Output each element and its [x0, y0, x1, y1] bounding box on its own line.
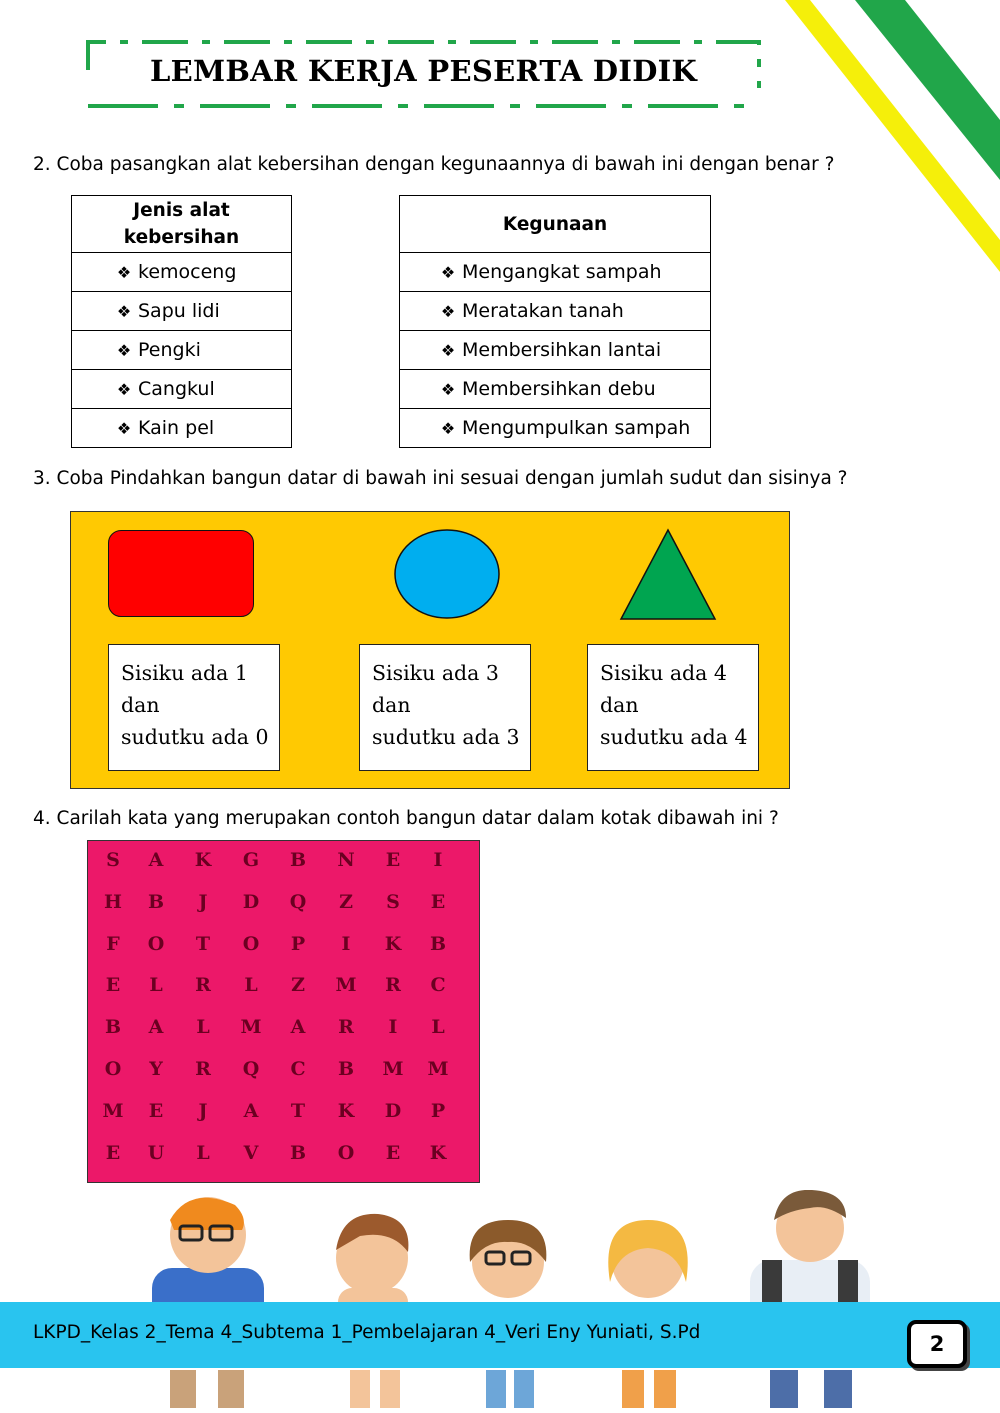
cleaning-tools-table	[71, 195, 292, 448]
grid-letter[interactable]: C	[430, 974, 446, 997]
grid-letter[interactable]: S	[386, 890, 400, 913]
grid-letter[interactable]: K	[384, 932, 402, 955]
grid-letter[interactable]: T	[290, 1099, 306, 1122]
grid-letter[interactable]: Y	[149, 1058, 163, 1080]
grid-letter[interactable]: E	[105, 1141, 121, 1164]
grid-letter[interactable]: U	[147, 1141, 165, 1164]
grid-row	[88, 974, 478, 1004]
grid-letter[interactable]: M	[240, 1016, 262, 1039]
grid-letter[interactable]: F	[106, 932, 120, 955]
grid-letter[interactable]: D	[384, 1099, 402, 1122]
tool-label: kemoceng	[138, 261, 237, 283]
word-search-grid	[87, 840, 480, 1183]
card-line: Sisiku ada 3	[372, 661, 499, 685]
usage-label: Membersihkan lantai	[462, 339, 662, 361]
bullet-icon: ❖	[440, 419, 456, 438]
grid-letter[interactable]: S	[106, 849, 120, 871]
grid-letter[interactable]: J	[198, 1099, 208, 1122]
tool-item[interactable]	[72, 331, 292, 370]
card-line: dan	[600, 693, 639, 717]
usage-item[interactable]	[400, 331, 711, 370]
grid-letter[interactable]: M	[102, 1099, 124, 1122]
page-number-badge: 2	[907, 1320, 967, 1368]
grid-letter[interactable]: O	[104, 1058, 122, 1080]
grid-letter[interactable]: Q	[242, 1058, 260, 1080]
child-figure	[750, 1190, 870, 1408]
shape-card-1[interactable]	[108, 644, 280, 771]
grid-letter[interactable]: Z	[291, 974, 305, 997]
grid-letter[interactable]: R	[338, 1016, 354, 1039]
grid-letter[interactable]: N	[337, 849, 355, 871]
bullet-icon: ❖	[116, 302, 132, 321]
grid-letter[interactable]: K	[337, 1099, 355, 1122]
grid-letter[interactable]: B	[147, 890, 165, 913]
grid-letter[interactable]: T	[195, 932, 211, 955]
usage-table-header: Kegunaan	[400, 196, 711, 253]
question-2-text: 2. Coba pasangkan alat kebersihan dengan kegunaannya di bawah ini dengan benar ?	[33, 154, 835, 175]
grid-letter[interactable]: L	[196, 1016, 210, 1039]
grid-letter[interactable]: E	[385, 1141, 401, 1164]
usage-item[interactable]	[400, 370, 711, 409]
question-3-text: 3. Coba Pindahkan bangun datar di bawah ini sesuai dengan jumlah sudut dan sisinya ?	[33, 468, 848, 489]
tool-item[interactable]	[72, 370, 292, 409]
bullet-icon: ❖	[116, 341, 132, 360]
grid-row	[88, 849, 478, 879]
tools-table-header	[72, 196, 292, 253]
grid-letter[interactable]: I	[341, 932, 351, 955]
usage-label: Membersihkan debu	[462, 378, 656, 400]
grid-row	[88, 1142, 478, 1172]
grid-letter[interactable]: A	[243, 1099, 259, 1122]
grid-letter[interactable]: M	[382, 1058, 404, 1080]
grid-letter[interactable]: L	[149, 974, 163, 997]
grid-letter[interactable]: G	[242, 849, 260, 871]
grid-letter[interactable]: K	[429, 1141, 447, 1164]
card-line: sudutku ada 0	[121, 725, 269, 749]
grid-letter[interactable]: O	[147, 932, 165, 955]
tool-item[interactable]	[72, 253, 292, 292]
footer-text: LKPD_Kelas 2_Tema 4_Subtema 1_Pembelajaran 4_Veri Eny Yuniati, S.Pd	[33, 1322, 701, 1343]
grid-letter[interactable]: P	[430, 1099, 446, 1122]
page-title: LEMBAR KERJA PESERTA DIDIK	[149, 54, 698, 88]
grid-letter[interactable]: B	[429, 932, 447, 955]
usage-item[interactable]	[400, 292, 711, 331]
rectangle-shape[interactable]	[108, 530, 254, 617]
shape-card-3[interactable]	[587, 644, 759, 771]
usage-table	[399, 195, 711, 448]
bullet-icon: ❖	[116, 263, 132, 282]
bullet-icon: ❖	[440, 341, 456, 360]
usage-label: Mengangkat sampah	[462, 261, 662, 283]
grid-letter[interactable]: K	[194, 849, 212, 871]
corner-stripes-decoration	[770, 0, 1000, 300]
grid-letter[interactable]: D	[242, 890, 260, 913]
tool-label: Pengki	[138, 339, 201, 361]
grid-letter[interactable]: Z	[339, 890, 353, 913]
grid-letter[interactable]: I	[388, 1016, 398, 1039]
usage-label: Mengumpulkan sampah	[462, 417, 691, 439]
grid-letter[interactable]: E	[430, 890, 446, 913]
grid-letter[interactable]: O	[242, 932, 260, 955]
question-4-text: 4. Carilah kata yang merupakan contoh bangun datar dalam kotak dibawah ini ?	[33, 808, 779, 829]
grid-row	[88, 933, 478, 963]
card-line: dan	[121, 693, 160, 717]
usage-item[interactable]	[400, 253, 711, 292]
grid-letter[interactable]: B	[289, 849, 307, 871]
tool-item[interactable]	[72, 292, 292, 331]
grid-letter[interactable]: E	[385, 849, 401, 871]
bullet-icon: ❖	[116, 419, 132, 438]
grid-row	[88, 891, 478, 921]
tool-label: Cangkul	[138, 378, 215, 400]
grid-letter[interactable]: B	[337, 1058, 355, 1080]
grid-letter[interactable]: B	[289, 1141, 307, 1164]
grid-letter[interactable]: Q	[289, 890, 307, 913]
grid-letter[interactable]: L	[196, 1141, 210, 1164]
bullet-icon: ❖	[440, 302, 456, 321]
card-line: Sisiku ada 1	[121, 661, 248, 685]
usage-item[interactable]	[400, 409, 711, 448]
grid-letter[interactable]: E	[148, 1099, 164, 1122]
grid-letter[interactable]: E	[105, 974, 121, 997]
tool-label: Kain pel	[138, 417, 215, 439]
grid-letter[interactable]: R	[385, 974, 401, 997]
grid-row	[88, 1058, 478, 1088]
grid-letter[interactable]: B	[104, 1016, 122, 1039]
bullet-icon: ❖	[116, 380, 132, 399]
grid-letter[interactable]: R	[195, 974, 211, 997]
grid-row	[88, 1100, 478, 1130]
card-line: Sisiku ada 4	[600, 661, 727, 685]
grid-letter[interactable]: P	[290, 932, 306, 955]
shapes-panel	[70, 511, 790, 789]
bullet-icon: ❖	[440, 263, 456, 282]
bullet-icon: ❖	[440, 380, 456, 399]
grid-letter[interactable]: M	[335, 974, 357, 997]
usage-label: Meratakan tanah	[462, 300, 624, 322]
grid-row	[88, 1016, 478, 1046]
grid-letter[interactable]: A	[290, 1016, 306, 1039]
card-line: sudutku ada 4	[600, 725, 748, 749]
tool-item[interactable]	[72, 409, 292, 448]
grid-letter[interactable]: A	[148, 849, 164, 871]
grid-letter[interactable]: C	[290, 1058, 306, 1080]
grid-letter[interactable]: A	[148, 1016, 164, 1039]
grid-letter[interactable]: I	[433, 849, 443, 871]
grid-letter[interactable]: L	[431, 1016, 445, 1039]
triangle-shape[interactable]	[619, 528, 717, 621]
grid-letter[interactable]: J	[198, 890, 208, 913]
card-line: dan	[372, 693, 411, 717]
grid-letter[interactable]: M	[427, 1058, 449, 1080]
grid-letter[interactable]: R	[195, 1058, 211, 1080]
tools-header-line2: kebersihan	[123, 227, 240, 248]
grid-letter[interactable]: O	[337, 1141, 355, 1164]
title-frame	[86, 40, 761, 108]
grid-letter[interactable]: V	[243, 1141, 259, 1164]
grid-letter[interactable]: H	[104, 890, 122, 913]
shape-card-2[interactable]	[359, 644, 531, 771]
card-line: sudutku ada 3	[372, 725, 520, 749]
tools-header-line1: Jenis alat	[133, 200, 230, 221]
grid-letter[interactable]: L	[244, 974, 258, 997]
circle-shape[interactable]	[393, 528, 501, 620]
tool-label: Sapu lidi	[138, 300, 220, 322]
